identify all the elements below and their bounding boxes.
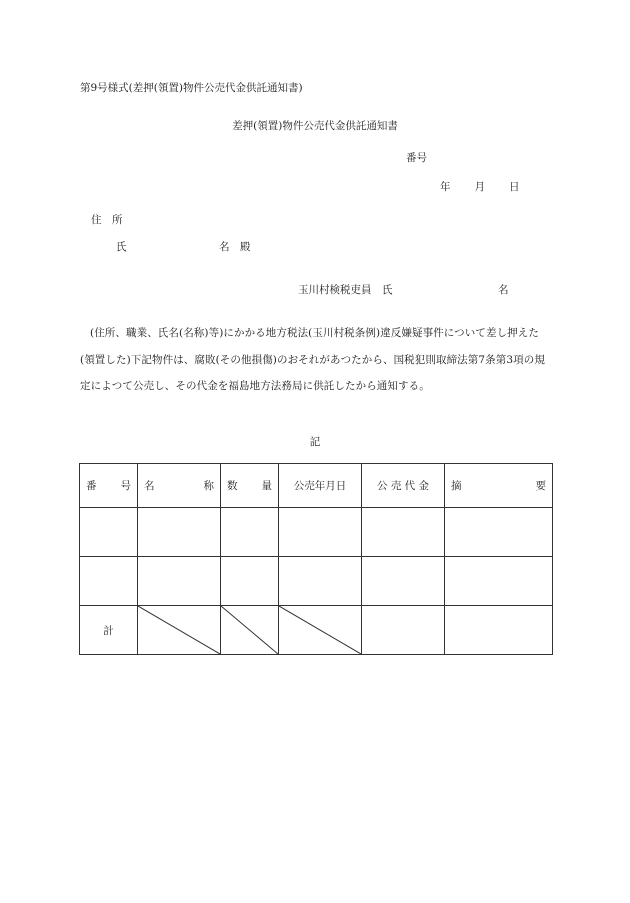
items-table [79, 463, 553, 655]
table-cell [279, 557, 362, 606]
table-cell [80, 508, 138, 557]
ki-label: 記 [309, 436, 321, 448]
header-number: 番 号 [80, 464, 138, 508]
total-cell-price [362, 606, 445, 655]
table-row [80, 557, 553, 606]
table-cell [362, 508, 445, 557]
header-quantity: 数 量 [221, 464, 279, 508]
table-row [80, 508, 553, 557]
address-label: 住 所 [91, 214, 123, 226]
date-day: 日 [509, 181, 520, 193]
name-label-left: 氏 [116, 241, 127, 253]
table-cell [138, 508, 221, 557]
name-label-right: 名 殿 [219, 241, 251, 253]
table-cell [445, 508, 553, 557]
form-number: 第9号様式(差押(領置)物件公売代金供託通知書) [80, 82, 303, 94]
table-cell [138, 557, 221, 606]
total-label: 計 [80, 606, 138, 655]
table-cell [362, 557, 445, 606]
table-cell [221, 557, 279, 606]
date-line [440, 179, 520, 194]
total-cell-quantity-crossed [221, 606, 279, 655]
total-cell-date-crossed [279, 606, 362, 655]
date-month: 月 [474, 181, 485, 193]
number-label: 番号 [406, 152, 427, 164]
table-cell [279, 508, 362, 557]
document-title: 差押(領置)物件公売代金供託通知書 [232, 120, 398, 132]
table-cell [80, 557, 138, 606]
official-name-suffix: 名 [498, 284, 509, 296]
date-year: 年 [440, 181, 451, 193]
total-row [80, 606, 553, 655]
header-remarks: 摘 要 [445, 464, 553, 508]
official-label: 玉川村検税吏員 氏 [298, 284, 393, 296]
table-header-row [80, 464, 553, 508]
table-cell [221, 508, 279, 557]
total-cell-remarks [445, 606, 553, 655]
header-sale-date: 公売年月日 [279, 464, 362, 508]
body-paragraph: (住所、職業、氏名(名称)等)にかかる地方税法(玉川村税条例)違反嫌疑事件について差し押えた(領置した)下記物件は、腐敗(その他損傷)のおそれがあつたから、国税犯則取締法第7条第3項の規定によつて公売し、その代金を福島地方法務局に供託したから通知する。 [80, 327, 545, 392]
header-name: 名 称 [138, 464, 221, 508]
table-cell [445, 557, 553, 606]
total-cell-name-crossed [138, 606, 221, 655]
header-sale-price: 公 売 代 金 [362, 464, 445, 508]
